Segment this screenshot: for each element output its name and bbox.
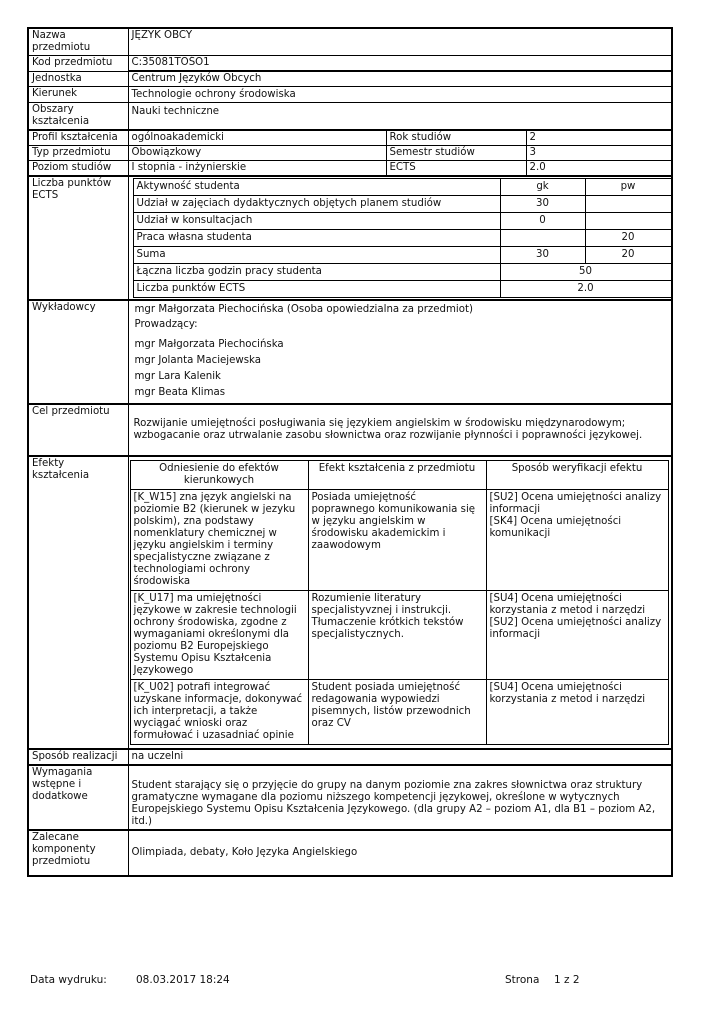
label-wymagania: Wymagania wstępne i dodatkowe — [28, 765, 128, 830]
lecturer-item: mgr Lara Kalenik — [134, 371, 221, 382]
row-wymagania — [28, 765, 672, 830]
efekty-sposob: [SU2] Ocena umiejętności analizy informacji [SK4] Ocena umiejętności komunikacji — [486, 490, 668, 591]
label-efekty: Efekty kształcenia — [28, 456, 128, 749]
ects-row — [133, 230, 671, 247]
value-obszary: Nauki techniczne — [128, 103, 672, 131]
row-profil — [28, 130, 672, 146]
ects-activity: Udział w konsultacjach — [133, 213, 500, 230]
ects-row — [133, 213, 671, 230]
label-cel: Cel przedmiotu — [28, 404, 128, 456]
efekty-sposob: [SU4] Ocena umiejętności korzystania z metod i narzędzi — [486, 680, 668, 745]
prowadzacy-label: Prowadzący: — [134, 319, 198, 330]
ects-pw — [585, 196, 671, 213]
value-semestr: 3 — [526, 146, 672, 161]
row-typ — [28, 146, 672, 161]
print-date: 08.03.2017 18:24 — [136, 974, 230, 986]
efekty-row — [130, 591, 668, 680]
label-wykladowcy: Wykładowcy — [28, 300, 128, 404]
course-sheet — [27, 27, 671, 877]
row-cel — [28, 404, 672, 456]
ects-table — [133, 178, 672, 298]
label-ects: ECTS — [386, 161, 526, 177]
efekty-sposob: [SU4] Ocena umiejętności korzystania z metod i narzędzi [SU2] Ocena umiejętności analizy informacji — [486, 591, 668, 680]
efekty-odniesienie: [K_W15] zna język angielski na poziomie B2 (kierunek w jezyku polskim), zna podstawy nomenklatury chemicznej w języku angielskim i terminy specjalistyczne związane z technologiami ochrony środowiska — [130, 490, 308, 591]
label-nazwa: Nazwa przedmiotu — [28, 28, 128, 56]
ects-total-hours-label: Łączna liczba godzin pracy studenta — [133, 264, 500, 281]
ects-header — [133, 179, 671, 196]
ects-gk: 30 — [500, 247, 585, 264]
ects-pw: 20 — [585, 230, 671, 247]
efekty-table — [130, 460, 669, 745]
ects-header-pw: pw — [585, 179, 671, 196]
ects-row — [133, 196, 671, 213]
label-semestr: Semestr studiów — [386, 146, 526, 161]
row-jednostka — [28, 71, 672, 87]
value-cel: Rozwijanie umiejętności posługiwania się językiem angielskim w środowisku międzynarodowym; wzbogacanie oraz utrwalanie zasobu słownictwa oraz rozwijanie płynności i poprawności językowej. — [128, 404, 672, 456]
page-number: 1 z 2 — [554, 974, 580, 986]
value-sposob-realizacji: na uczelni — [128, 749, 672, 765]
label-jednostka: Jednostka — [28, 71, 128, 87]
value-nazwa: JĘZYK OBCY — [128, 28, 672, 56]
efekty-odniesienie: [K_U02] potrafi integrować uzyskane informacje, dokonywać ich interpretacji, a także wyciągać wnioski oraz formułować i uzasadniać opinie — [130, 680, 308, 745]
label-kierunek: Kierunek — [28, 87, 128, 103]
efekty-header-efekt: Efekt kształcenia z przedmiotu — [308, 461, 486, 490]
efekty-efekt: Rozumienie literatury specjalistyvznej i instrukcji. Tłumaczenie krótkich tekstów specjalistycznych. — [308, 591, 486, 680]
ects-activity: Udział w zajęciach dydaktycznych objętych planem studiów — [133, 196, 500, 213]
label-typ: Typ przedmiotu — [28, 146, 128, 161]
print-date-label: Data wydruku: — [30, 974, 107, 986]
value-kierunek: Technologie ochrony środowiska — [128, 87, 672, 103]
label-zalecane: Zalecane komponenty przedmiotu — [28, 830, 128, 876]
efekty-efekt: Student posiada umiejętność redagowania wypowiedzi pisemnych, listów przewodnich oraz CV — [308, 680, 486, 745]
label-profil: Profil kształcenia — [28, 130, 128, 146]
ects-header-activity: Aktywność studenta — [133, 179, 500, 196]
row-nazwa — [28, 28, 672, 56]
label-ects-points: Liczba punktów ECTS — [28, 176, 128, 300]
efekty-header-sposob: Sposób weryfikacji efektu — [486, 461, 668, 490]
responsible-lecturer: mgr Małgorzata Piechocińska (Osoba opowiedzialna za przedmiot) — [134, 304, 473, 315]
row-zalecane — [28, 830, 672, 876]
lecturer-item: mgr Beata Klimas — [134, 387, 226, 398]
page-label: Strona — [505, 974, 540, 986]
row-sposob-realizacji — [28, 749, 672, 765]
value-jednostka: Centrum Języków Obcych — [128, 71, 672, 87]
ects-header-gk: gk — [500, 179, 585, 196]
lecturer-item: mgr Jolanta Maciejewska — [134, 355, 261, 366]
ects-total-points — [133, 281, 671, 298]
row-kod — [28, 56, 672, 72]
efekty-odniesienie: [K_U17] ma umiejętności językowe w zakresie technologii ochrony środowiska, zgodne z wymaganiami określonymi dla poziomu B2 Europejskiego Systemu Opisu Kształcenia Językowego — [130, 591, 308, 680]
ects-row — [133, 247, 671, 264]
efekty-row — [130, 490, 668, 591]
ects-total-hours — [133, 264, 671, 281]
ects-pw: 20 — [585, 247, 671, 264]
row-obszary — [28, 103, 672, 131]
lecturer-item: mgr Małgorzata Piechocińska — [134, 339, 284, 350]
ects-total-points-value: 2.0 — [500, 281, 671, 298]
ects-gk: 30 — [500, 196, 585, 213]
label-poziom: Poziom studiów — [28, 161, 128, 177]
label-kod: Kod przedmiotu — [28, 56, 128, 72]
ects-activity: Suma — [133, 247, 500, 264]
row-ects-points — [28, 176, 672, 300]
ects-total-hours-value: 50 — [500, 264, 671, 281]
value-zalecane: Olimpiada, debaty, Koło Języka Angielskiego — [128, 830, 672, 876]
course-info-table — [27, 27, 673, 877]
row-efekty — [28, 456, 672, 749]
value-wykladowcy — [128, 300, 672, 404]
value-kod: C:35081TOŚO1 — [128, 56, 672, 72]
ects-gk: 0 — [500, 213, 585, 230]
label-sposob-realizacji: Sposób realizacji — [28, 749, 128, 765]
ects-pw — [585, 213, 671, 230]
value-wymagania: Student starający się o przyjęcie do grupy na danym poziomie zna zakres słownictwa oraz struktury gramatyczne wymagane dla poziomu niższego kompetencji językowej, określone w wytycznych Europejskiego Systemu Opisu Kształcenia Językowego. (dla grupy A2 – poziom A1, dla B1 – poziom A2, itd.) — [128, 765, 672, 830]
efekty-header-odniesienie: Odniesienie do efektów kierunkowych — [130, 461, 308, 490]
efekty-efekt: Posiada umiejętność poprawnego komunikowania się w języku angielskim w środowisku akademickim i zaawodowym — [308, 490, 486, 591]
ects-total-points-label: Liczba punktów ECTS — [133, 281, 500, 298]
row-wykladowcy — [28, 300, 672, 404]
value-poziom: I stopnia - inżynierskie — [128, 161, 386, 177]
efekty-header — [130, 461, 668, 490]
row-poziom — [28, 161, 672, 177]
value-profil: ogólnoakademicki — [128, 130, 386, 146]
label-rok: Rok studiów — [386, 130, 526, 146]
row-kierunek — [28, 87, 672, 103]
value-typ: Obowiązkowy — [128, 146, 386, 161]
efekty-row — [130, 680, 668, 745]
ects-activity: Praca własna studenta — [133, 230, 500, 247]
value-rok: 2 — [526, 130, 672, 146]
label-obszary: Obszary kształcenia — [28, 103, 128, 131]
ects-gk — [500, 230, 585, 247]
value-ects: 2.0 — [526, 161, 672, 177]
